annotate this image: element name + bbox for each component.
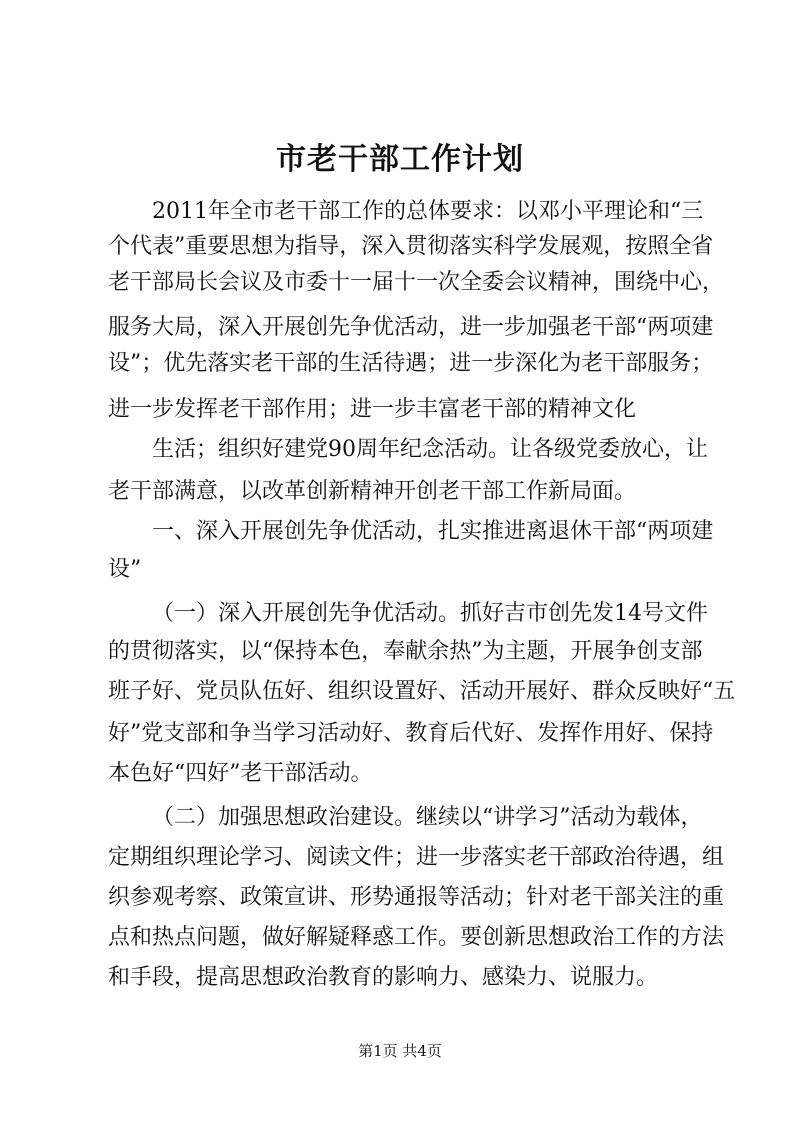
text-line: 进一步发挥老干部作用；进一步丰富老干部的精神文化 <box>108 397 637 422</box>
text-line: 和手段，提高思想政治教育的影响力、感染力、说服力。 <box>108 965 659 990</box>
text-line: 生活；组织好建党90周年纪念活动。让各级党委放心，让 <box>152 437 708 462</box>
text-line: （二）加强思想政治建设。继续以“讲学习”活动为载体， <box>152 805 703 830</box>
text-line: 设”；优先落实老干部的生活待遇；进一步深化为老干部服务； <box>108 351 714 376</box>
text-line: 服务大局，深入开展创先争优活动，进一步加强老干部“两项建 <box>108 315 714 340</box>
text-line: 个代表”重要思想为指导，深入贯彻落实科学发展观，按照全省 <box>108 234 714 259</box>
text-line: 老干部满意，以改革创新精神开创老干部工作新局面。 <box>108 479 637 504</box>
page-title: 市老干部工作计划 <box>276 142 524 177</box>
section-heading: 设” <box>108 557 142 582</box>
text-line: 老干部局长会议及市委十一届十一次全委会议精神，围绕中心， <box>108 270 725 295</box>
text-line: 织参观考察、政策宣讲、形势通报等活动；针对老干部关注的重 <box>108 885 725 910</box>
text-line: 定期组织理论学习、阅读文件；进一步落实老干部政治待遇，组 <box>108 845 725 870</box>
section-heading: 一、深入开展创先争优活动，扎实推进离退休干部“两项建 <box>152 519 714 544</box>
text-line: 好”党支部和争当学习活动好、教育后代好、发挥作用好、保持 <box>108 721 714 746</box>
text-line: 班子好、党员队伍好、组织设置好、活动开展好、群众反映好“五 <box>108 679 736 704</box>
text-line: 的贯彻落实，以“保持本色，奉献余热”为主题，开展争创支部 <box>108 639 703 664</box>
page-footer: 第1页 共4页 <box>358 1042 442 1060</box>
text-line: 点和热点问题，做好解疑释惑工作。要创新思想政治工作的方法 <box>108 925 725 950</box>
text-line: 2011年全市老干部工作的总体要求：以邓小平理论和“三 <box>152 199 704 224</box>
text-line: 本色好“四好”老干部活动。 <box>108 761 373 786</box>
text-line: （一）深入开展创先争优活动。抓好吉市创先发14号文件 <box>152 601 708 626</box>
